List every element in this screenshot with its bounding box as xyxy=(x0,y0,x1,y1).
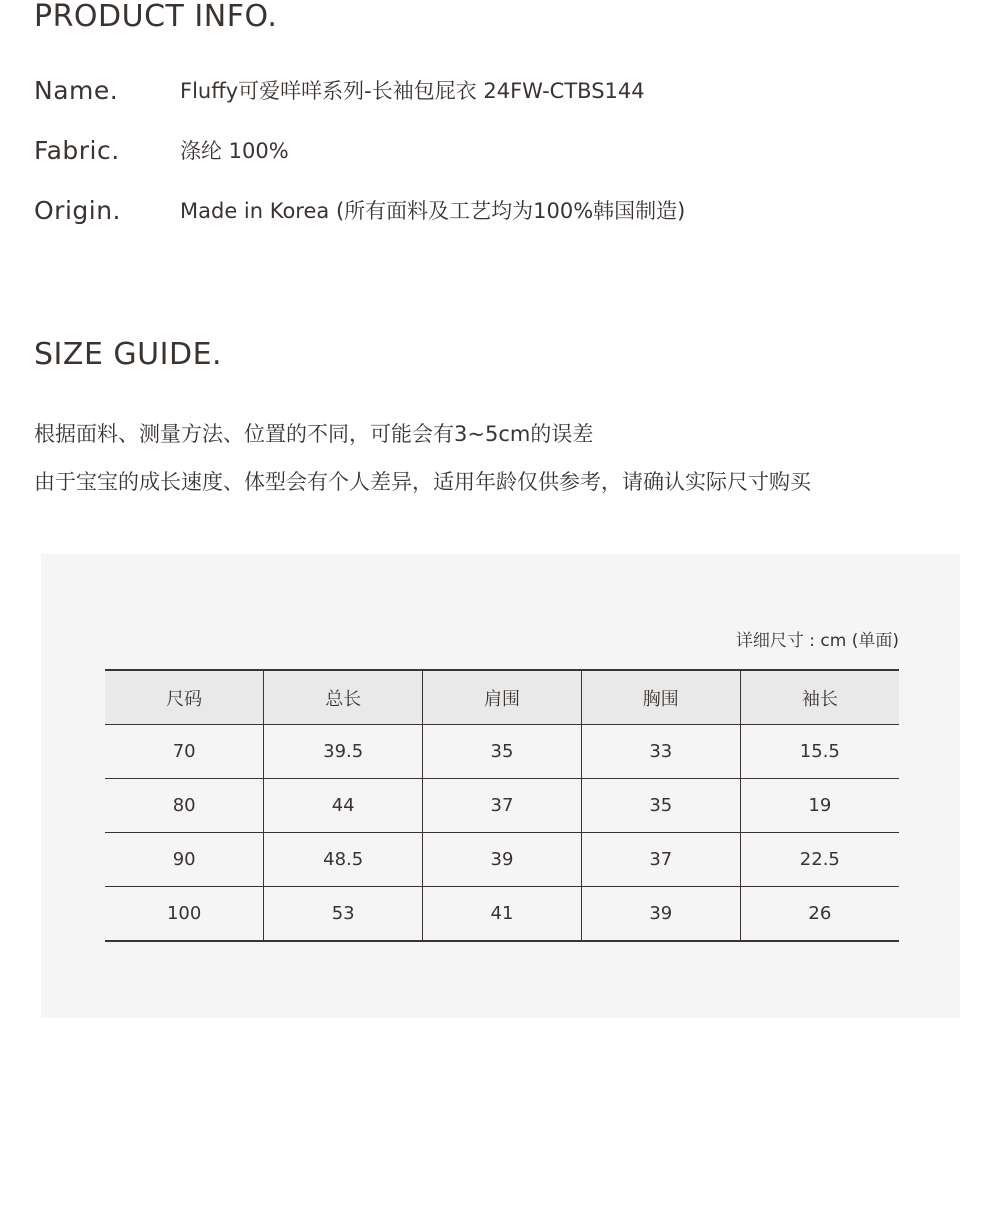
header-size: 尺码 xyxy=(105,670,264,725)
table-cell: 22.5 xyxy=(740,833,899,887)
table-cell: 70 xyxy=(105,725,264,779)
table-cell: 80 xyxy=(105,779,264,833)
table-cell: 48.5 xyxy=(264,833,423,887)
table-row xyxy=(105,833,899,887)
size-note-age-reference: 由于宝宝的成长速度、体型会有个人差异，适用年龄仅供参考，请确认实际尺寸购买 xyxy=(34,470,811,494)
info-row-origin xyxy=(34,193,934,229)
table-cell: 37 xyxy=(423,779,582,833)
info-row-name xyxy=(34,73,934,109)
name-value: Fluffy可爱咩咩系列-长袖包屁衣 24FW-CTBS144 xyxy=(180,79,645,103)
product-info-title: PRODUCT INFO. xyxy=(34,0,278,34)
table-cell: 33 xyxy=(581,725,740,779)
table-cell: 37 xyxy=(581,833,740,887)
unit-note: 详细尺寸 : cm (单面) xyxy=(735,631,899,651)
table-cell: 39 xyxy=(581,887,740,942)
table-cell: 19 xyxy=(740,779,899,833)
size-table-header-row xyxy=(105,670,899,725)
table-cell: 90 xyxy=(105,833,264,887)
header-total-length: 总长 xyxy=(264,670,423,725)
table-cell: 39 xyxy=(423,833,582,887)
table-cell: 41 xyxy=(423,887,582,942)
header-chest: 胸围 xyxy=(581,670,740,725)
table-row xyxy=(105,725,899,779)
table-row xyxy=(105,887,899,942)
size-guide-title: SIZE GUIDE. xyxy=(34,337,223,372)
table-row xyxy=(105,779,899,833)
table-cell: 53 xyxy=(264,887,423,942)
table-cell: 35 xyxy=(423,725,582,779)
header-shoulder: 肩围 xyxy=(423,670,582,725)
header-sleeve-length: 袖长 xyxy=(740,670,899,725)
table-cell: 100 xyxy=(105,887,264,942)
size-table-panel xyxy=(41,554,960,1018)
origin-label: Origin. xyxy=(34,196,122,225)
name-label: Name. xyxy=(34,76,119,105)
info-row-fabric xyxy=(34,133,934,169)
origin-value: Made in Korea (所有面料及工艺均为100%韩国制造) xyxy=(180,199,686,223)
table-cell: 44 xyxy=(264,779,423,833)
table-cell: 15.5 xyxy=(740,725,899,779)
size-table xyxy=(105,669,899,942)
table-cell: 26 xyxy=(808,903,832,924)
table-cell: 39.5 xyxy=(264,725,423,779)
fabric-label: Fabric. xyxy=(34,136,120,165)
size-note-tolerance: 根据面料、测量方法、位置的不同，可能会有3~5cm的误差 xyxy=(34,422,594,446)
fabric-value: 涤纶 100% xyxy=(180,139,289,163)
table-cell: 35 xyxy=(581,779,740,833)
